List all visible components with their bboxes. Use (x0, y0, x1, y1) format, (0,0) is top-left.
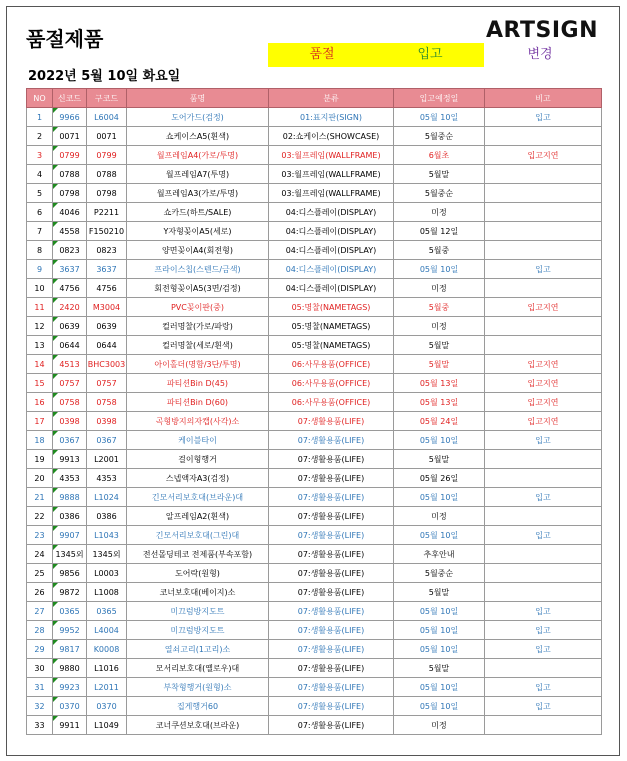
cell-name: 쇼카드(하트/SALE) (127, 203, 269, 222)
page-title: 품절제품 (26, 27, 104, 51)
cell-new-code: 4756 (53, 279, 87, 298)
cell-name: 양면꽂이A4(회전형) (127, 241, 269, 260)
table-row (27, 678, 602, 697)
cell-no: 1 (27, 108, 53, 127)
cell-category: 07:생활용품(LIFE) (269, 488, 394, 507)
cell-category: 04:디스플레이(DISPLAY) (269, 260, 394, 279)
cell-new-code: 4046 (53, 203, 87, 222)
cell-new-code: 9913 (53, 450, 87, 469)
cell-eta: 05월 13일 (394, 393, 485, 412)
cell-category: 07:생활용품(LIFE) (269, 450, 394, 469)
table-row (27, 317, 602, 336)
cell-old-code: 0398 (87, 412, 127, 431)
cell-note: 입고 (485, 260, 602, 279)
cell-old-code: P2211 (87, 203, 127, 222)
cell-note: 입고지연 (485, 355, 602, 374)
cell-old-code: L1043 (87, 526, 127, 545)
cell-new-code: 0788 (53, 165, 87, 184)
table-row (27, 146, 602, 165)
cell-old-code: 4756 (87, 279, 127, 298)
cell-note (485, 564, 602, 583)
cell-name: 코너쿠션보호대(브라운) (127, 716, 269, 735)
cell-old-code: L1016 (87, 659, 127, 678)
cell-no: 32 (27, 697, 53, 716)
cell-no: 30 (27, 659, 53, 678)
cell-name: 월프레임A7(투명) (127, 165, 269, 184)
table-row (27, 279, 602, 298)
cell-name: 월프레임A4(가로/투명) (127, 146, 269, 165)
cell-eta: 6월초 (394, 146, 485, 165)
cell-name: 파티션Bin D(45) (127, 374, 269, 393)
cell-name: 파티션Bin D(60) (127, 393, 269, 412)
cell-name: PVC꽂이판(중) (127, 298, 269, 317)
cell-new-code: 0386 (53, 507, 87, 526)
cell-old-code: 0644 (87, 336, 127, 355)
cell-no: 23 (27, 526, 53, 545)
table-row (27, 260, 602, 279)
cell-no: 2 (27, 127, 53, 146)
cell-new-code: 4513 (53, 355, 87, 374)
cell-note: 입고 (485, 678, 602, 697)
cell-category: 07:생활용품(LIFE) (269, 545, 394, 564)
cell-name: 코너보호대(베이지)소 (127, 583, 269, 602)
cell-new-code: 9907 (53, 526, 87, 545)
cell-note: 입고 (485, 640, 602, 659)
cell-note: 입고지연 (485, 146, 602, 165)
cell-old-code: 0823 (87, 241, 127, 260)
cell-name: 긴모서리보호대(그린)대 (127, 526, 269, 545)
cell-note: 입고지연 (485, 412, 602, 431)
table-row (27, 583, 602, 602)
cell-note: 입고 (485, 697, 602, 716)
cell-category: 07:생활용품(LIFE) (269, 469, 394, 488)
cell-name: 걸이형행거 (127, 450, 269, 469)
cell-category: 04:디스플레이(DISPLAY) (269, 203, 394, 222)
cell-new-code: 0758 (53, 393, 87, 412)
table-row (27, 469, 602, 488)
cell-category: 02:쇼케이스(SHOWCASE) (269, 127, 394, 146)
cell-note: 입고 (485, 621, 602, 640)
cell-category: 03:월프레임(WALLFRAME) (269, 146, 394, 165)
col-header-category: 분류 (269, 89, 394, 108)
table-row (27, 431, 602, 450)
cell-old-code: BHC3003 (87, 355, 127, 374)
cell-eta: 5월중순 (394, 184, 485, 203)
cell-new-code: 0799 (53, 146, 87, 165)
cell-note: 입고 (485, 488, 602, 507)
cell-category: 04:디스플레이(DISPLAY) (269, 241, 394, 260)
col-header-no: NO (27, 89, 53, 108)
cell-old-code: L1024 (87, 488, 127, 507)
cell-eta: 05월 10일 (394, 260, 485, 279)
cell-name: 스넵액자A3(검정) (127, 469, 269, 488)
cell-name: 프라이스칩(스텐드/금색) (127, 260, 269, 279)
cell-new-code: 0367 (53, 431, 87, 450)
cell-old-code: 0639 (87, 317, 127, 336)
cell-category: 05:명찰(NAMETAGS) (269, 336, 394, 355)
cell-note (485, 583, 602, 602)
cell-name: 전선몰딩테코 전제품(부속포함) (127, 545, 269, 564)
cell-eta: 05월 10일 (394, 621, 485, 640)
cell-category: 06:사무용품(OFFICE) (269, 374, 394, 393)
table-row (27, 127, 602, 146)
cell-note (485, 222, 602, 241)
table-row (27, 336, 602, 355)
cell-no: 4 (27, 165, 53, 184)
table-row (27, 659, 602, 678)
cell-new-code: 9952 (53, 621, 87, 640)
cell-old-code: 1345외 (87, 545, 127, 564)
table-row (27, 241, 602, 260)
cell-old-code: 0757 (87, 374, 127, 393)
cell-name: 쇼케이스A5(흰색) (127, 127, 269, 146)
cell-note (485, 279, 602, 298)
cell-new-code: 9880 (53, 659, 87, 678)
cell-eta: 5월말 (394, 583, 485, 602)
table-row (27, 621, 602, 640)
report-date: 2022년 5월 10일 화요일 (28, 69, 181, 84)
cell-eta: 05월 26일 (394, 469, 485, 488)
table-row (27, 393, 602, 412)
cell-no: 10 (27, 279, 53, 298)
cell-name: 컬러명찰(가로/파랑) (127, 317, 269, 336)
legend-changed: 변경 (484, 43, 596, 67)
cell-category: 05:명찰(NAMETAGS) (269, 298, 394, 317)
cell-eta: 미정 (394, 203, 485, 222)
cell-note: 입고지연 (485, 393, 602, 412)
cell-no: 11 (27, 298, 53, 317)
table-row (27, 697, 602, 716)
cell-eta: 05월 24일 (394, 412, 485, 431)
status-legend (268, 43, 596, 67)
cell-new-code: 0365 (53, 602, 87, 621)
table-row (27, 222, 602, 241)
cell-old-code: L4004 (87, 621, 127, 640)
cell-category: 01:표지판(SIGN) (269, 108, 394, 127)
cell-no: 3 (27, 146, 53, 165)
table-row (27, 108, 602, 127)
cell-no: 19 (27, 450, 53, 469)
table-row (27, 507, 602, 526)
cell-old-code: L6004 (87, 108, 127, 127)
cell-old-code: 3637 (87, 260, 127, 279)
cell-old-code: L0003 (87, 564, 127, 583)
legend-restocked: 입고 (376, 43, 484, 67)
cell-no: 17 (27, 412, 53, 431)
cell-no: 8 (27, 241, 53, 260)
cell-new-code: 9872 (53, 583, 87, 602)
cell-name: 아이홀더(명함/3단/투명) (127, 355, 269, 374)
table-row (27, 640, 602, 659)
cell-eta: 5월말 (394, 659, 485, 678)
cell-note (485, 203, 602, 222)
cell-new-code: 0798 (53, 184, 87, 203)
cell-no: 7 (27, 222, 53, 241)
cell-no: 20 (27, 469, 53, 488)
cell-old-code: 0386 (87, 507, 127, 526)
cell-category: 07:생활용품(LIFE) (269, 697, 394, 716)
cell-eta: 05월 10일 (394, 431, 485, 450)
col-header-old-code: 구코드 (87, 89, 127, 108)
cell-old-code: F150210 (87, 222, 127, 241)
cell-eta: 5월말 (394, 450, 485, 469)
cell-no: 26 (27, 583, 53, 602)
cell-name: 모서리보호대(옐로우)대 (127, 659, 269, 678)
cell-note (485, 450, 602, 469)
cell-eta: 05월 10일 (394, 108, 485, 127)
table-row (27, 450, 602, 469)
table-row (27, 298, 602, 317)
cell-category: 06:사무용품(OFFICE) (269, 393, 394, 412)
cell-old-code: 0071 (87, 127, 127, 146)
cell-note: 입고 (485, 431, 602, 450)
cell-no: 33 (27, 716, 53, 735)
cell-note (485, 165, 602, 184)
cell-name: 집게행거60 (127, 697, 269, 716)
cell-eta: 미정 (394, 317, 485, 336)
cell-category: 07:생활용품(LIFE) (269, 564, 394, 583)
cell-old-code: 0370 (87, 697, 127, 716)
cell-note (485, 184, 602, 203)
cell-no: 13 (27, 336, 53, 355)
cell-new-code: 9817 (53, 640, 87, 659)
cell-name: 회전형꽂이A5(3면/검정) (127, 279, 269, 298)
cell-note (485, 469, 602, 488)
table-row (27, 716, 602, 735)
cell-category: 07:생활용품(LIFE) (269, 602, 394, 621)
cell-category: 07:생활용품(LIFE) (269, 716, 394, 735)
cell-category: 03:월프레임(WALLFRAME) (269, 184, 394, 203)
cell-note (485, 241, 602, 260)
cell-old-code: 0365 (87, 602, 127, 621)
cell-note: 입고 (485, 108, 602, 127)
cell-no: 25 (27, 564, 53, 583)
cell-category: 07:생활용품(LIFE) (269, 583, 394, 602)
cell-new-code: 4558 (53, 222, 87, 241)
cell-eta: 5월중순 (394, 564, 485, 583)
cell-note (485, 507, 602, 526)
cell-category: 07:생활용품(LIFE) (269, 640, 394, 659)
table-row (27, 526, 602, 545)
cell-name: 컬러명찰(세로/흰색) (127, 336, 269, 355)
cell-new-code: 0823 (53, 241, 87, 260)
cell-no: 18 (27, 431, 53, 450)
table-row (27, 165, 602, 184)
cell-eta: 05월 10일 (394, 640, 485, 659)
cell-category: 03:월프레임(WALLFRAME) (269, 165, 394, 184)
cell-old-code: L2011 (87, 678, 127, 697)
cell-name: 미끄럼방지도트 (127, 602, 269, 621)
cell-no: 12 (27, 317, 53, 336)
cell-category: 07:생활용품(LIFE) (269, 507, 394, 526)
cell-no: 15 (27, 374, 53, 393)
table-row (27, 203, 602, 222)
cell-eta: 미정 (394, 716, 485, 735)
cell-no: 9 (27, 260, 53, 279)
cell-eta: 05월 10일 (394, 488, 485, 507)
cell-new-code: 9923 (53, 678, 87, 697)
cell-eta: 5월말 (394, 336, 485, 355)
brand-logo: ARTSIGN (486, 18, 598, 43)
legend-out-of-stock: 품절 (268, 43, 376, 67)
cell-old-code: 4353 (87, 469, 127, 488)
cell-note (485, 127, 602, 146)
col-header-new-code: 신코드 (53, 89, 87, 108)
cell-name: Y자형꽂이A5(세로) (127, 222, 269, 241)
cell-new-code: 0644 (53, 336, 87, 355)
cell-new-code: 1345외 (53, 545, 87, 564)
cell-eta: 05월 10일 (394, 678, 485, 697)
cell-old-code: M3004 (87, 298, 127, 317)
cell-category: 06:사무용품(OFFICE) (269, 355, 394, 374)
cell-eta: 05월 10일 (394, 526, 485, 545)
cell-old-code: 0798 (87, 184, 127, 203)
cell-category: 07:생활용품(LIFE) (269, 431, 394, 450)
cell-no: 22 (27, 507, 53, 526)
cell-name: 열쇠고리(1고리)소 (127, 640, 269, 659)
cell-eta: 5월중순 (394, 127, 485, 146)
cell-name: 미끄럼방지도트 (127, 621, 269, 640)
cell-new-code: 3637 (53, 260, 87, 279)
cell-no: 14 (27, 355, 53, 374)
table-row (27, 545, 602, 564)
cell-eta: 05월 10일 (394, 697, 485, 716)
cell-no: 16 (27, 393, 53, 412)
cell-new-code: 2420 (53, 298, 87, 317)
cell-new-code: 0071 (53, 127, 87, 146)
cell-category: 05:명찰(NAMETAGS) (269, 317, 394, 336)
col-header-note: 비고 (485, 89, 602, 108)
cell-category: 04:디스플레이(DISPLAY) (269, 279, 394, 298)
cell-category: 07:생활용품(LIFE) (269, 412, 394, 431)
cell-no: 29 (27, 640, 53, 659)
table-row (27, 355, 602, 374)
stock-table (26, 88, 602, 735)
cell-eta: 05월 10일 (394, 602, 485, 621)
cell-eta: 5월말 (394, 165, 485, 184)
table-row (27, 488, 602, 507)
cell-eta: 미정 (394, 279, 485, 298)
cell-no: 31 (27, 678, 53, 697)
cell-new-code: 4353 (53, 469, 87, 488)
cell-category: 07:생활용품(LIFE) (269, 659, 394, 678)
table-row (27, 602, 602, 621)
cell-name: 곡형방지의자캡(사각)소 (127, 412, 269, 431)
table-header-row (27, 89, 602, 108)
col-header-name: 품명 (127, 89, 269, 108)
col-header-eta: 입고예정일 (394, 89, 485, 108)
cell-note (485, 545, 602, 564)
cell-category: 07:생활용품(LIFE) (269, 621, 394, 640)
table-row (27, 374, 602, 393)
cell-old-code: L2001 (87, 450, 127, 469)
cell-note (485, 336, 602, 355)
cell-category: 07:생활용품(LIFE) (269, 526, 394, 545)
cell-eta: 추후안내 (394, 545, 485, 564)
cell-name: 긴모서리보호대(브라운)대 (127, 488, 269, 507)
cell-new-code: 0757 (53, 374, 87, 393)
cell-name: 부착형행거(원형)소 (127, 678, 269, 697)
cell-no: 24 (27, 545, 53, 564)
cell-name: 알프레임A2(흰색) (127, 507, 269, 526)
cell-new-code: 0370 (53, 697, 87, 716)
cell-new-code: 0398 (53, 412, 87, 431)
cell-eta: 5월말 (394, 355, 485, 374)
cell-old-code: L1008 (87, 583, 127, 602)
cell-category: 04:디스플레이(DISPLAY) (269, 222, 394, 241)
table-row (27, 412, 602, 431)
cell-no: 27 (27, 602, 53, 621)
cell-note (485, 716, 602, 735)
cell-no: 21 (27, 488, 53, 507)
cell-old-code: 0367 (87, 431, 127, 450)
cell-new-code: 9911 (53, 716, 87, 735)
table-row (27, 564, 602, 583)
cell-eta: 05월 13일 (394, 374, 485, 393)
cell-no: 28 (27, 621, 53, 640)
cell-new-code: 9966 (53, 108, 87, 127)
cell-no: 6 (27, 203, 53, 222)
cell-old-code: 0788 (87, 165, 127, 184)
cell-name: 월프레임A3(가로/투명) (127, 184, 269, 203)
cell-new-code: 0639 (53, 317, 87, 336)
cell-name: 도어가드(검정) (127, 108, 269, 127)
cell-note: 입고 (485, 602, 602, 621)
cell-new-code: 9888 (53, 488, 87, 507)
cell-eta: 미정 (394, 507, 485, 526)
cell-new-code: 9856 (53, 564, 87, 583)
cell-eta: 5월중 (394, 298, 485, 317)
cell-note (485, 317, 602, 336)
cell-name: 케이블타이 (127, 431, 269, 450)
table-row (27, 184, 602, 203)
cell-eta: 5월중 (394, 241, 485, 260)
cell-note: 입고지연 (485, 374, 602, 393)
cell-note: 입고지연 (485, 298, 602, 317)
cell-old-code: K0008 (87, 640, 127, 659)
cell-note (485, 659, 602, 678)
cell-old-code: L1049 (87, 716, 127, 735)
cell-category: 07:생활용품(LIFE) (269, 678, 394, 697)
cell-note: 입고 (485, 526, 602, 545)
cell-name: 도어락(원형) (127, 564, 269, 583)
cell-eta: 05월 12일 (394, 222, 485, 241)
cell-no: 5 (27, 184, 53, 203)
cell-old-code: 0799 (87, 146, 127, 165)
cell-old-code: 0758 (87, 393, 127, 412)
